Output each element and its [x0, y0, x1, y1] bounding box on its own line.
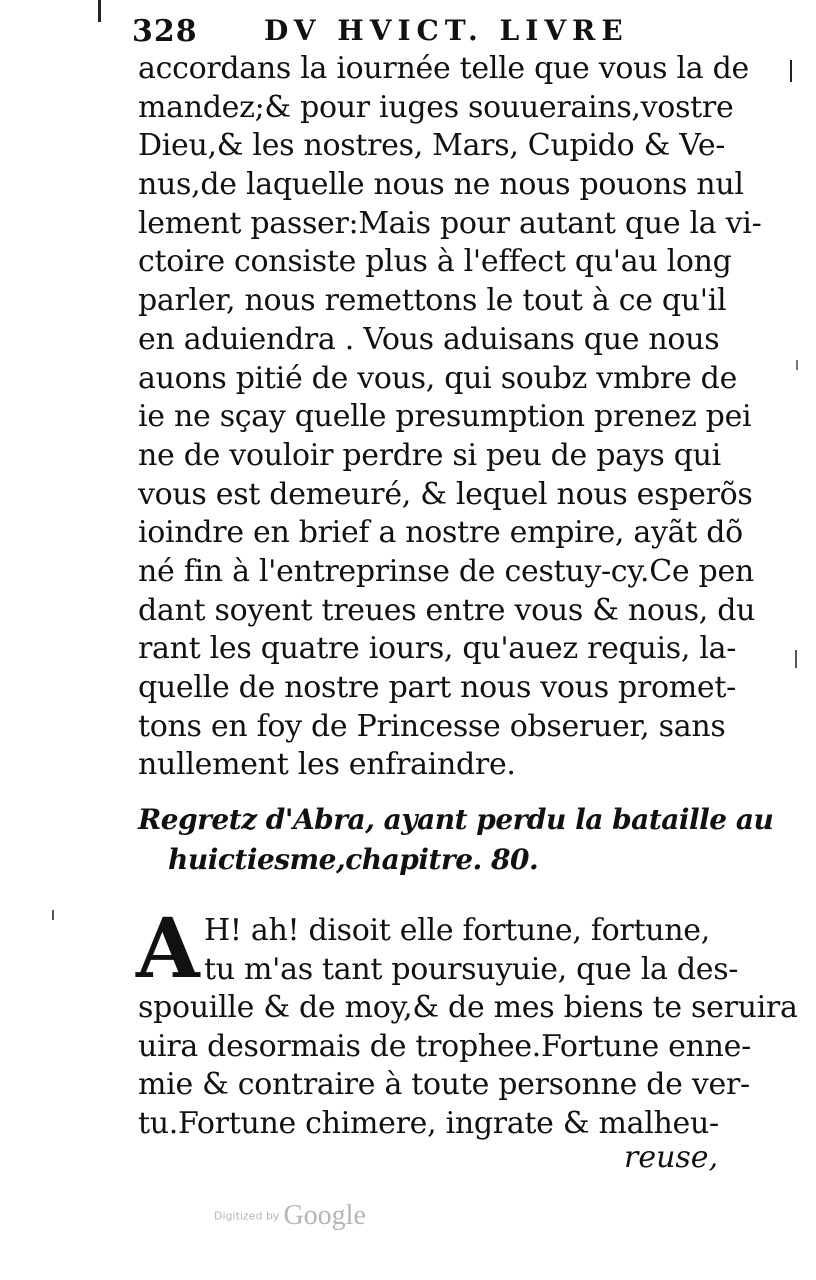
text-line: H! ah! disoit elle fortune, fortune,	[204, 913, 710, 948]
text-line: né fin à l'entreprinse de cestuy-cy.Ce pen	[138, 553, 754, 589]
text-line: ioindre en brief a nostre empire, ayãt dõ	[138, 515, 743, 551]
catchword: reuse,	[624, 1140, 719, 1175]
page-number: 328	[132, 14, 198, 49]
digitization-watermark	[214, 1200, 366, 1240]
text-line: ctoire consiste plus à l'effect qu'au long	[138, 244, 732, 280]
text-line: lement passer:Mais pour autant que la vi-	[138, 205, 762, 241]
text-line: accordans la iournée telle que vous la de	[138, 51, 749, 86]
scan-mark	[790, 60, 792, 82]
running-title: DV HVICT. LIVRE	[264, 14, 629, 47]
text-line: mie & contraire à toute personne de ver-	[138, 1067, 750, 1102]
text-line: en aduiendra . Vous aduisans que nous	[138, 321, 720, 357]
text-line: rant les quatre iours, qu'auez requis, la-	[138, 631, 737, 667]
text-line: uira desormais de trophee.Fortune enne-	[138, 1028, 751, 1064]
text-line: quelle de nostre part nous vous promet-	[138, 670, 736, 705]
scan-mark	[98, 0, 101, 22]
main-text-block	[138, 50, 762, 785]
page-header	[132, 14, 722, 48]
text-line: nus,de laquelle nous ne nous pouons nul	[138, 167, 744, 203]
text-line: tons en foy de Princesse obseruer, sans	[138, 708, 726, 744]
chapter-heading-line: huictiesme,chapitre. 80.	[168, 843, 539, 876]
text-line: ne de vouloir perdre si peu de pays qui	[138, 437, 721, 473]
scan-mark	[795, 650, 797, 668]
text-line: ie ne sçay quelle presumption prenez pei	[138, 399, 752, 435]
watermark-brand: Google	[283, 1200, 366, 1231]
text-line: tu m'as tant poursuyuie, que la des-	[204, 951, 739, 987]
text-line: mandez;& pour iuges souuerains,vostre	[138, 89, 734, 125]
scan-mark	[52, 910, 54, 920]
text-line: nullement les enfraindre.	[138, 747, 516, 783]
chapter-text-block	[138, 912, 798, 1143]
text-line: spouille & de moy,& de mes biens te seruira	[138, 990, 798, 1025]
text-line: tu.Fortune chimere, ingrate & malheu-	[138, 1105, 719, 1141]
chapter-heading	[138, 800, 774, 880]
text-line: dant soyent treues entre vous & nous, du	[138, 592, 756, 628]
text-line: parler, nous remettons le tout à ce qu'il	[138, 283, 727, 319]
text-line: vous est demeuré, & lequel nous esperõs	[138, 476, 753, 512]
drop-cap: A	[136, 901, 200, 997]
text-line: Dieu,& les nostres, Mars, Cupido & Ve-	[138, 128, 726, 164]
text-line: auons pitié de vous, qui soubz vmbre de	[138, 360, 738, 396]
watermark-prefix: Digitized by	[214, 1209, 280, 1223]
chapter-heading-line: Regretz d'Abra, ayant perdu la bataille au	[138, 803, 774, 836]
scan-mark	[796, 360, 798, 370]
